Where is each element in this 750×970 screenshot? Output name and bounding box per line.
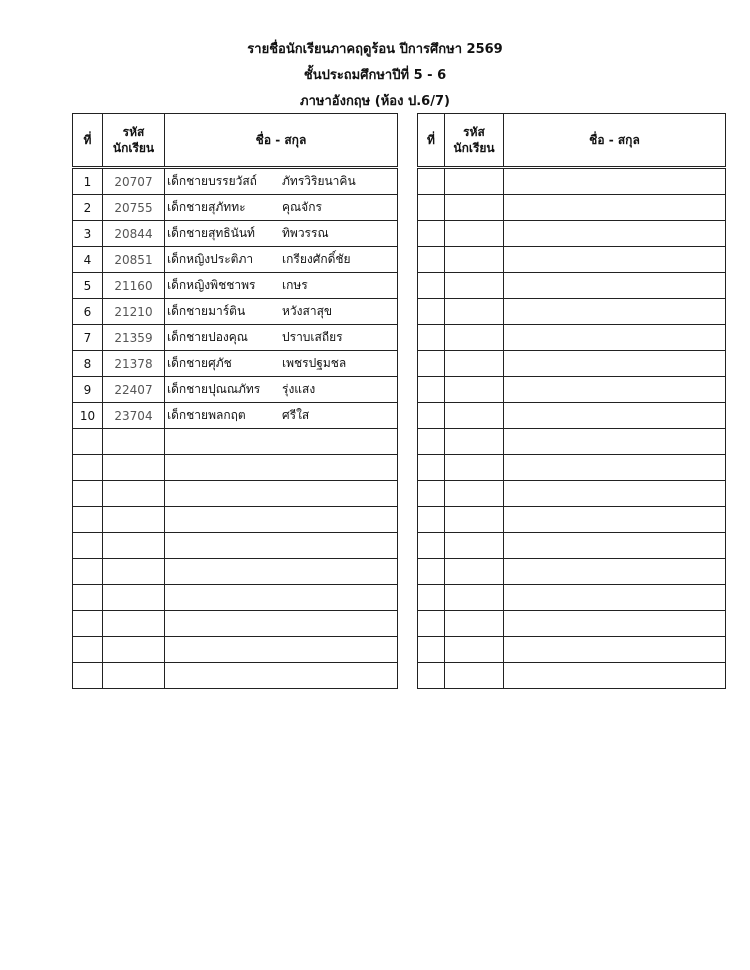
table-row <box>418 585 726 611</box>
table-row <box>73 507 398 533</box>
student-name <box>165 663 398 689</box>
student-name <box>504 168 726 195</box>
student-id <box>445 195 504 221</box>
row-number <box>418 195 445 221</box>
student-name <box>165 273 398 299</box>
table-row <box>418 559 726 585</box>
student-id: 21160 <box>103 273 165 299</box>
student-name <box>504 481 726 507</box>
row-number: 9 <box>73 377 103 403</box>
student-name <box>504 221 726 247</box>
row-number <box>73 559 103 585</box>
student-name <box>504 637 726 663</box>
row-number <box>418 168 445 195</box>
student-id <box>445 351 504 377</box>
row-number <box>418 611 445 637</box>
table-row <box>418 299 726 325</box>
row-number <box>418 507 445 533</box>
student-name <box>165 299 398 325</box>
student-name <box>165 221 398 247</box>
header-id-line1: รหัส <box>463 125 485 139</box>
table-header-row <box>418 114 726 168</box>
student-name <box>165 429 398 455</box>
student-id: 20755 <box>103 195 165 221</box>
student-name <box>504 507 726 533</box>
student-name <box>504 351 726 377</box>
student-id <box>445 663 504 689</box>
table-row <box>418 611 726 637</box>
student-id: 20707 <box>103 168 165 195</box>
row-number <box>418 377 445 403</box>
table-row <box>73 273 398 299</box>
table-row <box>418 533 726 559</box>
table-row <box>418 195 726 221</box>
student-name <box>165 403 398 429</box>
student-last-name: เพชรปฐมชล <box>282 356 347 370</box>
student-id <box>445 481 504 507</box>
table-row <box>418 429 726 455</box>
student-id <box>445 273 504 299</box>
header-student-id <box>103 114 165 168</box>
row-number: 8 <box>73 351 103 377</box>
student-id <box>445 585 504 611</box>
student-id <box>445 637 504 663</box>
student-first-name: เด็กหญิงพิชชาพร <box>167 278 256 292</box>
row-number: 5 <box>73 273 103 299</box>
table-row <box>73 299 398 325</box>
page-title: รายชื่อนักเรียนภาคฤดูร้อน ปีการศึกษา 2569 <box>247 42 503 57</box>
student-name <box>504 325 726 351</box>
student-name <box>504 663 726 689</box>
student-first-name: เด็กชายสุทธินันท์ <box>167 226 255 240</box>
row-number <box>73 455 103 481</box>
student-last-name: รุ่งแสง <box>282 382 316 396</box>
student-name <box>504 247 726 273</box>
row-number <box>418 663 445 689</box>
student-id: 23704 <box>103 403 165 429</box>
row-number <box>418 559 445 585</box>
student-first-name: เด็กชายมาร์ติน <box>167 304 246 318</box>
student-id <box>445 168 504 195</box>
student-id <box>103 429 165 455</box>
header-id-line2: นักเรียน <box>453 141 495 155</box>
header-no: ที่ <box>73 114 103 168</box>
row-number <box>418 221 445 247</box>
row-number: 2 <box>73 195 103 221</box>
student-id <box>445 429 504 455</box>
row-number <box>73 585 103 611</box>
student-name <box>165 637 398 663</box>
student-name <box>165 351 398 377</box>
student-id <box>103 481 165 507</box>
row-number <box>418 351 445 377</box>
table-row <box>418 481 726 507</box>
row-number <box>73 481 103 507</box>
row-number <box>73 637 103 663</box>
student-id <box>103 611 165 637</box>
student-name <box>165 611 398 637</box>
table-row <box>73 351 398 377</box>
student-id: 20844 <box>103 221 165 247</box>
student-last-name: ทิพวรรณ <box>282 226 329 240</box>
grade-subtitle: ชั้นประถมศึกษาปีที่ 5 - 6 <box>303 68 447 83</box>
student-name <box>165 455 398 481</box>
student-name <box>165 377 398 403</box>
row-number: 7 <box>73 325 103 351</box>
student-name <box>504 611 726 637</box>
row-number <box>418 273 445 299</box>
table-row <box>73 559 398 585</box>
student-name <box>165 507 398 533</box>
row-number: 10 <box>73 403 103 429</box>
row-number <box>73 611 103 637</box>
row-number <box>418 403 445 429</box>
table-row <box>418 663 726 689</box>
row-number: 6 <box>73 299 103 325</box>
student-name <box>165 481 398 507</box>
row-number <box>73 429 103 455</box>
student-id <box>103 559 165 585</box>
header-student-id <box>445 114 504 168</box>
row-number <box>418 299 445 325</box>
student-name <box>504 585 726 611</box>
table-row <box>418 377 726 403</box>
table-row <box>73 637 398 663</box>
row-number <box>73 663 103 689</box>
student-name <box>504 195 726 221</box>
student-id: 21359 <box>103 325 165 351</box>
row-number <box>418 533 445 559</box>
student-id <box>445 299 504 325</box>
student-id <box>445 507 504 533</box>
table-row <box>73 168 398 195</box>
row-number <box>418 585 445 611</box>
table-row <box>73 533 398 559</box>
student-last-name: เกษร <box>282 278 308 292</box>
student-table-right <box>417 113 726 689</box>
table-header-row <box>73 114 398 168</box>
student-id <box>103 637 165 663</box>
student-name <box>504 533 726 559</box>
header-id-line2: นักเรียน <box>112 141 155 155</box>
student-id: 22407 <box>103 377 165 403</box>
student-last-name: ศรีใส <box>282 408 310 422</box>
student-name <box>165 533 398 559</box>
student-first-name: เด็กชายบรรยวัสถ์ <box>167 174 257 188</box>
student-id: 21378 <box>103 351 165 377</box>
student-name <box>165 559 398 585</box>
table-row <box>73 247 398 273</box>
student-name <box>504 559 726 585</box>
table-row <box>418 221 726 247</box>
student-table-left <box>72 113 398 689</box>
table-row <box>73 403 398 429</box>
student-id <box>445 221 504 247</box>
student-name <box>504 299 726 325</box>
row-number: 4 <box>73 247 103 273</box>
student-last-name: คุณจักร <box>282 200 322 214</box>
student-id <box>445 533 504 559</box>
student-name <box>504 377 726 403</box>
student-first-name: เด็กชายสุภัททะ <box>167 200 246 214</box>
student-last-name: หวังสาสุข <box>282 304 333 318</box>
row-number <box>418 455 445 481</box>
row-number <box>418 429 445 455</box>
student-last-name: ปราบเสถียร <box>282 330 343 344</box>
student-id <box>445 247 504 273</box>
header-name: ชื่อ - สกุล <box>504 114 726 168</box>
student-first-name: เด็กชายพลกฤต <box>167 408 246 422</box>
header-name: ชื่อ - สกุล <box>165 114 398 168</box>
table-row <box>418 351 726 377</box>
table-row <box>73 481 398 507</box>
student-id <box>445 325 504 351</box>
student-name <box>165 168 398 195</box>
table-row <box>418 455 726 481</box>
student-id <box>445 611 504 637</box>
student-first-name: เด็กชายปุณณภัทร <box>167 382 261 396</box>
student-id <box>445 455 504 481</box>
student-name <box>165 585 398 611</box>
table-row <box>418 247 726 273</box>
student-last-name: เกรียงศักดิ์ชัย <box>282 252 351 266</box>
student-id <box>103 663 165 689</box>
student-first-name: เด็กหญิงประติภา <box>167 252 254 266</box>
student-id: 21210 <box>103 299 165 325</box>
student-name <box>504 429 726 455</box>
student-first-name: เด็กชายศุภัช <box>167 356 232 370</box>
row-number <box>73 533 103 559</box>
subject-subtitle: ภาษาอังกฤษ (ห้อง ป.6/7) <box>300 94 450 109</box>
table-row <box>418 325 726 351</box>
student-id <box>445 377 504 403</box>
student-name <box>165 247 398 273</box>
student-name <box>504 403 726 429</box>
student-name <box>165 195 398 221</box>
table-row <box>73 455 398 481</box>
student-id: 20851 <box>103 247 165 273</box>
row-number <box>418 247 445 273</box>
row-number: 3 <box>73 221 103 247</box>
table-row <box>73 663 398 689</box>
table-row <box>418 168 726 195</box>
table-row <box>73 325 398 351</box>
row-number <box>418 481 445 507</box>
student-id <box>103 507 165 533</box>
student-id <box>445 403 504 429</box>
row-number <box>418 325 445 351</box>
header-id-line1: รหัส <box>122 125 145 139</box>
table-row <box>73 377 398 403</box>
student-first-name: เด็กชายปองคุณ <box>167 330 248 344</box>
header-no: ที่ <box>418 114 445 168</box>
table-row <box>418 273 726 299</box>
row-number: 1 <box>73 168 103 195</box>
student-last-name: ภัทรวิริยนาคิน <box>282 174 356 188</box>
student-id <box>103 585 165 611</box>
student-id <box>103 455 165 481</box>
student-id <box>103 533 165 559</box>
table-row <box>418 403 726 429</box>
row-number <box>73 507 103 533</box>
table-row <box>73 195 398 221</box>
table-row <box>418 507 726 533</box>
table-row <box>73 221 398 247</box>
table-row <box>73 611 398 637</box>
student-name <box>504 273 726 299</box>
student-id <box>445 559 504 585</box>
table-row <box>73 429 398 455</box>
student-name <box>504 455 726 481</box>
student-name <box>165 325 398 351</box>
row-number <box>418 637 445 663</box>
table-row <box>418 637 726 663</box>
table-row <box>73 585 398 611</box>
